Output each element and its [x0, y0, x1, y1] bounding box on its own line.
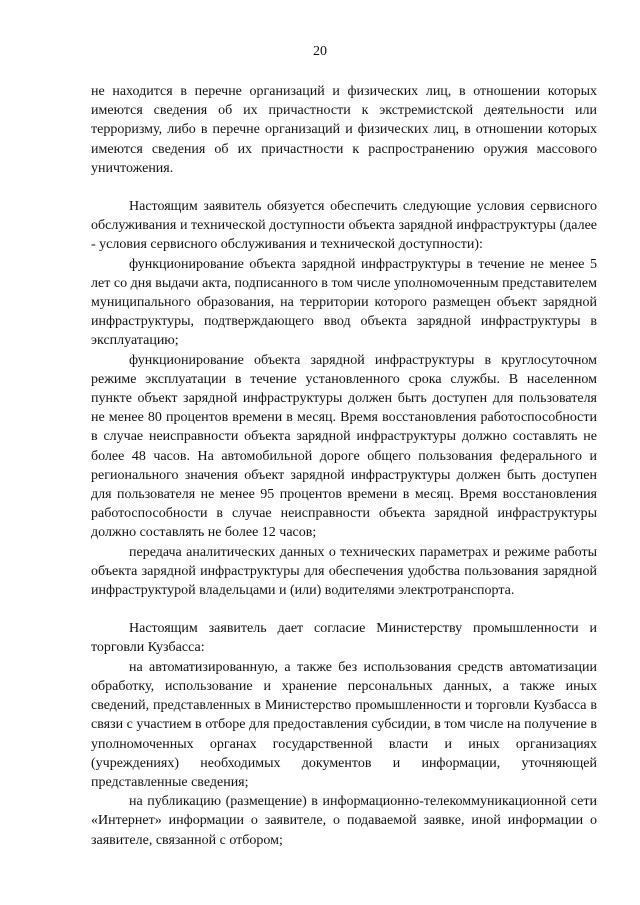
paragraph-gap: [91, 178, 597, 197]
paragraph-8: на публикацию (размещение) в информационно-телекоммуникационной сети «Интернет» информации о заявителе, о подаваемой заявке, иной информации о заявителе, связанной с отбором;: [91, 794, 597, 848]
paragraph-2: Настоящим заявитель обязуется обеспечить следующие условия сервисного обслуживания и технической доступности объекта зарядной инфраструктуры (далее - условия сервисного обслуживания и технической доступности):: [91, 199, 597, 253]
page-number: 20: [313, 44, 327, 59]
paragraph-gap: [91, 600, 597, 619]
paragraph-6: Настоящим заявитель дает согласие Министерству промышленности и торговли Кузбасса:: [91, 621, 597, 656]
paragraph-5: передача аналитических данных о технических параметрах и режиме работы объекта зарядной инфраструктуры для обеспечения удобства пользования зарядной инфраструктурой владельцами и (или) водителями электротранспорта.: [91, 544, 597, 599]
paragraph-3: функционирование объекта зарядной инфраструктуры в течение не менее 5 лет со дня выдачи акта, подписанного в том числе уполномоченным представителем муниципального образования, на территории которого размещен объект зарядной инфраструктуры, подтверждающего ввод объекта зарядной инфраструктуры в эксплуатацию;: [91, 256, 597, 349]
paragraph-4: функционирование объекта зарядной инфраструктуры в круглосуточном режиме эксплуатации в течение установленного срока службы. В населенном пункте объект зарядной инфраструктуры должен быть доступен для пользователя не менее 80 процентов времени в месяц. Время восстановления работоспособности в случае неисправности объекта зарядной инфраструктуры должно составлять не более 48 часов. На автомобильной дороге общего пользования федерального и регионального значения объект зарядной инфраструктуры должен быть доступен для пользователя не менее 95 процентов времени в месяц. Время восстановления работоспособности в случае неисправности объекта зарядной инфраструктуры должно составлять не более 12 часов;: [91, 352, 597, 541]
paragraph-1: не находится в перечне организаций и физических лиц, в отношении которых имеются сведения об их причастности к экстремистской деятельности или терроризму, либо в перечне организаций и физических лиц, в отношении которых имеются сведения об их причастности к распространению оружия массового уничтожения.: [91, 84, 597, 176]
body-text: [91, 82, 597, 850]
paragraph-7: на автоматизированную, а также без использования средств автоматизации обработку, использование и хранение персональных данных, а также иных сведений, представленных в Министерство промышленности и торговли Кузбасса в связи с участием в отборе для предоставления субсидии, в том числе на получение в уполномоченных органах государственной власти и иных организациях (учреждениях) необходимых документов и информации, уточняющей представленные сведения;: [91, 659, 597, 790]
